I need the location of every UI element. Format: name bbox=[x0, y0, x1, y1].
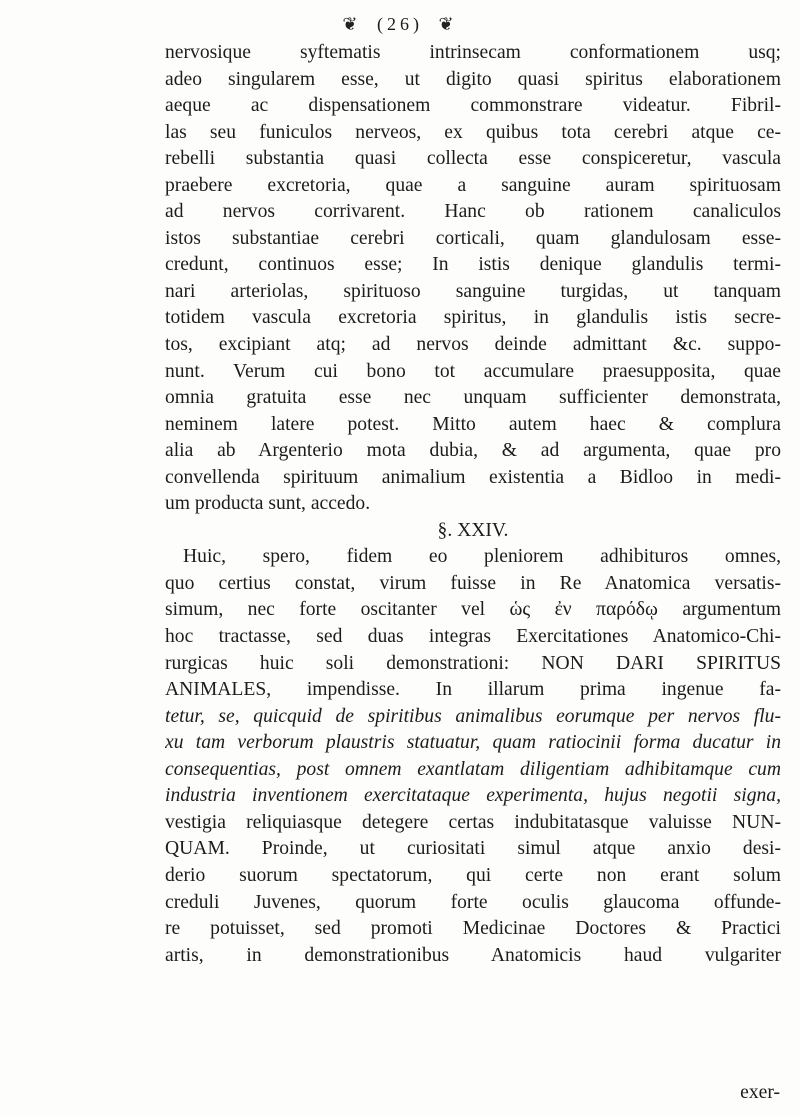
text-line: creduli Juvenes, quorum forte oculis glaucoma offunde- bbox=[165, 891, 781, 913]
catchword: exer- bbox=[740, 1082, 780, 1103]
page-number: (26) bbox=[377, 14, 423, 34]
quoted-line: tetur, se, quicquid de spiritibus animalibus eorumque per nervos flu- bbox=[165, 705, 781, 727]
text-line: credunt, continuos esse; In istis denique glandulis termi- bbox=[165, 254, 781, 276]
text-line: um producta sunt, accedo. bbox=[165, 493, 371, 515]
text-line: convellenda spirituum animalium existentia a Bidloo in medi- bbox=[165, 466, 781, 488]
quoted-line: consequentias, post omnem exantlatam diligentiam adhibitamque cum bbox=[165, 758, 781, 780]
text-line: adeo singularem esse, ut digito quasi spiritus elaborationem bbox=[165, 68, 781, 90]
text-line: vestigia reliquiasque detegere certas indubitatasque valuisse NUN- bbox=[165, 811, 781, 833]
text-line: Huic, spero, fidem eo pleniorem adhibituros omnes, bbox=[183, 546, 781, 568]
text-line: hoc tractasse, sed duas integras Exercitationes Anatomico-Chi- bbox=[165, 626, 781, 648]
section-heading: §. XXIV. bbox=[437, 519, 509, 541]
fleuron-right-icon: ❦ bbox=[438, 14, 458, 34]
text-line: totidem vascula excretoria spiritus, in glandulis istis secre- bbox=[165, 307, 781, 329]
quoted-line: xu tam verborum plaustris statuatur, quam ratiocinii forma ducatur in bbox=[165, 732, 781, 754]
text-line: rurgicas huic soli demonstrationi: NON DARI SPIRITUS bbox=[165, 652, 781, 674]
text-line: quo certius constat, virum fuisse in Re Anatomica versatis- bbox=[165, 572, 781, 594]
text-line: derio suorum spectatorum, qui certe non erant solum bbox=[165, 864, 781, 886]
text-line: ANIMALES, impendisse. In illarum prima ingenue fa- bbox=[165, 679, 781, 701]
text-line: rebelli substantia quasi collecta esse conspiceretur, vascula bbox=[165, 148, 781, 170]
text-line: omnia gratuita esse nec unquam sufficienter demonstrata, bbox=[165, 387, 781, 409]
text-line: tos, excipiant atq; ad nervos deinde admittant &c. suppo- bbox=[165, 334, 781, 356]
text-line: nari arteriolas, spirituoso sanguine turgidas, ut tanquam bbox=[165, 280, 781, 302]
quoted-line: industria inventionem exercitataque experimenta, hujus negotii signa, bbox=[165, 785, 781, 807]
text-line: QUAM. Proinde, ut curiositati simul atque anxio desi- bbox=[165, 838, 781, 860]
text-line: aeque ac dispensationem commonstrare videatur. Fibril- bbox=[165, 95, 781, 117]
text-line: nunt. Verum cui bono tot accumulare praesupposita, quae bbox=[165, 360, 781, 382]
text-line: simum, nec forte oscitanter vel ὡς ἐν παρόδῳ argumentum bbox=[165, 599, 781, 621]
text-line: las seu funiculos nerveos, ex quibus tota cerebri atque ce- bbox=[165, 121, 781, 143]
text-line: alia ab Argenterio mota dubia, & ad argumenta, quae pro bbox=[165, 440, 781, 462]
fleuron-left-icon: ❦ bbox=[342, 14, 362, 34]
text-line: re potuisset, sed promoti Medicinae Doctores & Practici bbox=[165, 918, 781, 940]
text-line: nervosique syftematis intrinsecam conformationem usq; bbox=[165, 42, 781, 63]
running-header bbox=[0, 10, 800, 37]
text-line: artis, in demonstrationibus Anatomicis haud vulgariter bbox=[165, 944, 781, 966]
text-line: praebere excretoria, quae a sanguine auram spirituosam bbox=[165, 174, 781, 196]
body-text bbox=[165, 40, 781, 969]
text-line: neminem latere potest. Mitto autem haec & complura bbox=[165, 413, 781, 435]
text-line: istos substantiae cerebri corticali, quam glandulosam esse- bbox=[165, 227, 781, 249]
text-line: ad nervos corrivarent. Hanc ob rationem canaliculos bbox=[165, 201, 781, 223]
